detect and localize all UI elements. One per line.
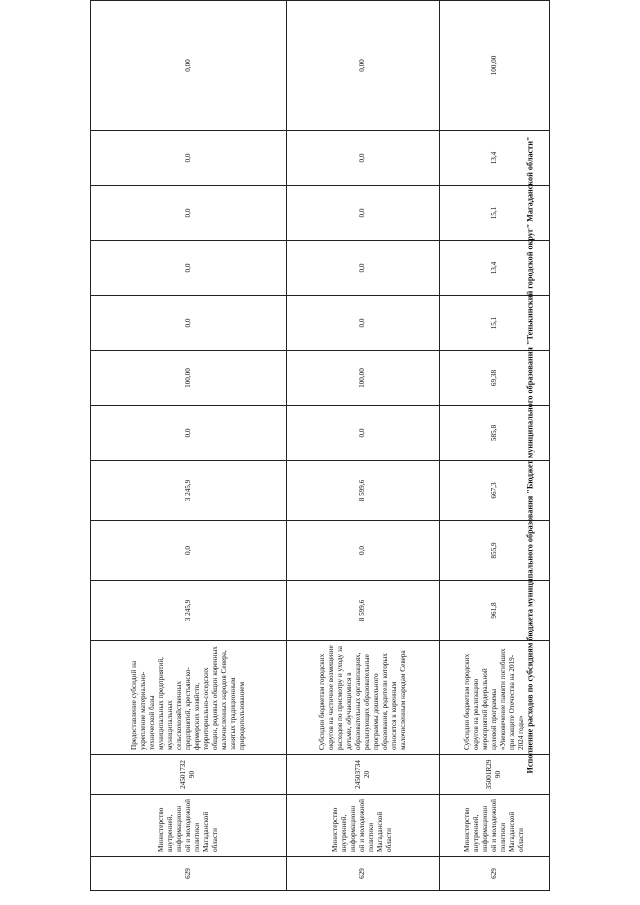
cell-value-5: 69,38: [439, 351, 549, 406]
cell-code: 629: [439, 857, 549, 891]
cell-value-8: 0,0: [91, 186, 287, 241]
cell-value-3: 8 599,6: [286, 461, 439, 521]
document-caption: Исполнение расходов по субсидиям бюджета муниципального образования "Бюджет муниципального образования "Тенькинский городской округ" Магаданской области": [525, 136, 535, 774]
cell-value-4: 0,0: [91, 406, 287, 461]
cell-value-5: 100,00: [91, 351, 287, 406]
cell-subsidy-name: Субсидии бюджетам городских округов на частичное возмещение расходов по присмотру и уходу за детьми, обучающимися в образовательных организациях, реализующих образовательные программы дошкольного образования, родители которых относятся к коренным малочисленным народам Севера: [286, 641, 439, 755]
cell-value-10: 100,00: [439, 1, 549, 131]
cell-value-9: 0,0: [91, 131, 287, 186]
cell-value-6: 15,1: [439, 296, 549, 351]
cell-kbk: 35001R2990: [439, 755, 549, 795]
cell-value-4: 585,8: [439, 406, 549, 461]
cell-value-8: 0,0: [286, 186, 439, 241]
cell-value-10: 0,00: [286, 1, 439, 131]
cell-value-7: 0,0: [286, 241, 439, 296]
cell-value-4: 0,0: [286, 406, 439, 461]
cell-value-3: 667,3: [439, 461, 549, 521]
cell-value-1: 3 245,9: [91, 581, 287, 641]
cell-value-9: 0,0: [286, 131, 439, 186]
cell-value-9: 13,4: [439, 131, 549, 186]
cell-code: 629: [286, 857, 439, 891]
cell-code: 629: [91, 857, 287, 891]
cell-value-5: 100,00: [286, 351, 439, 406]
table-rotator: [90, 55, 550, 891]
cell-value-7: 13,4: [439, 241, 549, 296]
cell-value-6: 0,0: [91, 296, 287, 351]
cell-value-1: 8 599,6: [286, 581, 439, 641]
cell-value-2: 0,0: [91, 521, 287, 581]
cell-value-2: 0,0: [286, 521, 439, 581]
cell-kbk: 2450373420: [286, 755, 439, 795]
cell-subsidy-name: Субсидии бюджетам городских округов на реализацию мероприятий федеральной целевой программы «Увековечение памяти погибших при защите Отечества на 2019-2024 годы»: [439, 641, 549, 755]
cell-ministry: Министерство внутренней, информационн ой и молодежной политики Магаданской области: [91, 795, 287, 857]
cell-value-8: 15,1: [439, 186, 549, 241]
cell-value-7: 0,0: [91, 241, 287, 296]
cell-ministry: Министерство внутренней, информационн ой и молодежной политики Магаданской области: [439, 795, 549, 857]
cell-kbk: 2450173290: [91, 755, 287, 795]
cell-value-1: 961,8: [439, 581, 549, 641]
table-row: [91, 1, 287, 891]
cell-value-10: 0,00: [91, 1, 287, 131]
cell-value-2: 855,9: [439, 521, 549, 581]
subsidies-table: [90, 0, 550, 891]
table-row: [286, 1, 439, 891]
cell-subsidy-name: Предоставление субсидий на укрепление материально-технической базы муниципальных предприятий, муниципальных сельскохозяйственных предприятий, крестьянско-фермерских хозяйств, территориально-соседских общин, родовых общин коренных малочисленных народов Севера, занятых традиционным природопользованием: [91, 641, 287, 755]
cell-value-6: 0,0: [286, 296, 439, 351]
cell-value-3: 3 245,9: [91, 461, 287, 521]
cell-ministry: Министерство внутренней, информационн ой и молодежной политики Магаданской области: [286, 795, 439, 857]
